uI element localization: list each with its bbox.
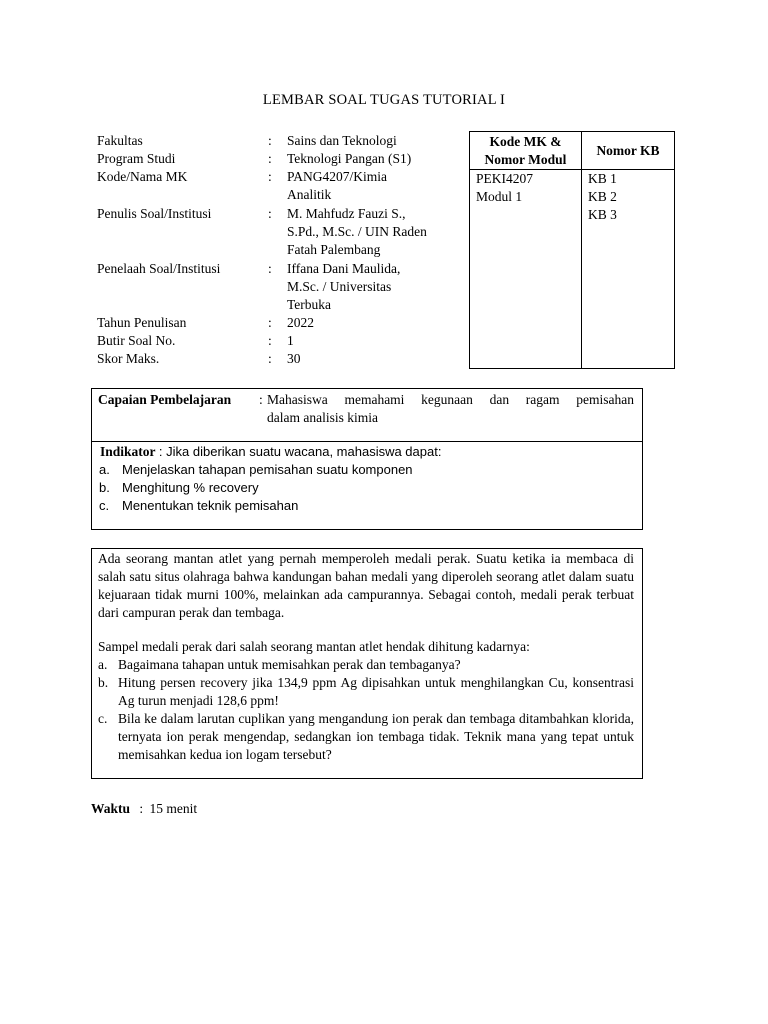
list-item-text: Bila ke dalam larutan cuplikan yang mengandung ion perak dan tembaga ditambahkan klorida, ternyata ion perak mengendap, sedangkan ion tembaga tidak. Teknik mana yang tepat untuk memisahkan kedua ion logam tersebut? bbox=[118, 711, 634, 762]
info-value-kode-mk bbox=[287, 168, 462, 204]
capaian-text bbox=[267, 391, 634, 427]
info-value-line: S.Pd., M.Sc. / UIN Raden bbox=[287, 224, 427, 239]
info-value-line: PANG4207/Kimia bbox=[287, 169, 388, 184]
learning-outcome-box bbox=[91, 388, 643, 530]
info-label-program-studi: Program Studi bbox=[97, 151, 176, 166]
time-colon: : bbox=[139, 801, 144, 816]
capaian-label-text: Capaian Pembelajaran bbox=[98, 392, 232, 407]
question-box bbox=[91, 548, 643, 779]
capaian-colon: : bbox=[259, 392, 263, 407]
list-item-text: Menghitung % recovery bbox=[122, 480, 259, 495]
table-header-line: Kode MK & bbox=[489, 133, 562, 149]
list-item-text: Bagaimana tahapan untuk memisahkan perak dan tembaganya? bbox=[118, 657, 461, 672]
info-label-skor: Skor Maks. bbox=[97, 351, 160, 366]
list-item bbox=[99, 479, 619, 497]
info-colon: : bbox=[268, 206, 272, 221]
table-cell-line: KB 2 bbox=[588, 189, 617, 204]
info-label-butir: Butir Soal No. bbox=[97, 333, 176, 348]
info-value-fakultas: Sains dan Teknologi bbox=[287, 133, 397, 148]
info-colon: : bbox=[268, 151, 272, 166]
capaian-label bbox=[98, 391, 231, 409]
info-value-line: M. Mahfudz Fauzi S., bbox=[287, 206, 406, 221]
list-item bbox=[98, 674, 634, 710]
info-colon: : bbox=[268, 315, 272, 330]
page-title: LEMBAR SOAL TUGAS TUTORIAL I bbox=[262, 92, 506, 108]
info-value-program-studi: Teknologi Pangan (S1) bbox=[287, 151, 412, 166]
capaian-text-line: Mahasiswa memahami kegunaan dan ragam pemisahan bbox=[267, 392, 634, 407]
list-marker: c. bbox=[98, 711, 108, 726]
divider bbox=[92, 441, 642, 442]
info-colon: : bbox=[268, 133, 272, 148]
list-marker: c. bbox=[99, 498, 110, 513]
table-header-nomor-kb: Nomor KB bbox=[582, 132, 675, 170]
table-cell-line: KB 3 bbox=[588, 207, 617, 222]
info-value-line: Fatah Palembang bbox=[287, 242, 381, 257]
list-item bbox=[99, 461, 619, 479]
info-label-tahun: Tahun Penulisan bbox=[97, 315, 187, 330]
table-cell-nomor-kb bbox=[582, 170, 675, 369]
table-cell-kode-mk bbox=[470, 170, 582, 369]
info-colon: : bbox=[268, 351, 272, 366]
question-list bbox=[98, 656, 634, 764]
info-colon: : bbox=[268, 261, 272, 276]
info-colon: : bbox=[268, 169, 272, 184]
kode-mk-table bbox=[469, 131, 675, 369]
info-value-line: M.Sc. / Universitas bbox=[287, 279, 392, 294]
info-value-butir: 1 bbox=[287, 333, 294, 348]
time-label: Waktu bbox=[91, 801, 131, 816]
info-value-line: Terbuka bbox=[287, 297, 332, 312]
list-item-text: Menentukan teknik pemisahan bbox=[122, 498, 299, 513]
table-header-kode-mk bbox=[470, 132, 582, 170]
table-cell-line: Modul 1 bbox=[476, 189, 523, 204]
info-colon: : bbox=[268, 333, 272, 348]
list-item bbox=[98, 710, 634, 764]
indikator-label: Indikator bbox=[100, 444, 156, 459]
info-label-penelaah: Penelaah Soal/Institusi bbox=[97, 261, 221, 276]
question-paragraph: Ada seorang mantan atlet yang pernah memperoleh medali perak. Suatu ketika ia membaca di salah satu situs olahraga bahwa kandungan bahan medali yang diperoleh seorang atlet dalam suatu kejuaraan tidak murni 100%, melainkan ada campurannya. Sebagai contoh, medali perak terbuat dari campuran perak dan tembaga. bbox=[98, 551, 634, 620]
info-value-line: Analitik bbox=[287, 187, 332, 202]
time-allotment bbox=[91, 800, 197, 818]
indikator-intro: : Jika diberikan suatu wacana, mahasiswa dapat: bbox=[158, 444, 442, 459]
table-cell-line: PEKI4207 bbox=[476, 171, 533, 186]
info-value-skor: 30 bbox=[287, 351, 301, 366]
list-marker: b. bbox=[99, 480, 110, 495]
time-value: 15 menit bbox=[149, 801, 198, 816]
indikator-list bbox=[99, 461, 619, 515]
question-intro: Sampel medali perak dari salah seorang mantan atlet hendak dihitung kadarnya: bbox=[98, 639, 530, 654]
info-label-penulis: Penulis Soal/Institusi bbox=[97, 206, 212, 221]
info-value-penelaah bbox=[287, 260, 462, 314]
list-item bbox=[99, 497, 619, 515]
list-marker: b. bbox=[98, 675, 109, 690]
info-label-fakultas: Fakultas bbox=[97, 133, 143, 148]
table-cell-line: KB 1 bbox=[588, 171, 617, 186]
indikator-heading bbox=[100, 443, 441, 461]
info-value-tahun: 2022 bbox=[287, 315, 314, 330]
info-value-penulis bbox=[287, 205, 462, 259]
info-value-line: Iffana Dani Maulida, bbox=[287, 261, 401, 276]
info-label-kode-mk: Kode/Nama MK bbox=[97, 169, 188, 184]
list-item-text: Menjelaskan tahapan pemisahan suatu komponen bbox=[122, 462, 413, 477]
table-header-line: Nomor Modul bbox=[484, 151, 567, 167]
list-item-text: Hitung persen recovery jika 134,9 ppm Ag dipisahkan untuk menghilangkan Cu, konsentrasi Ag turun menjadi 128,6 ppm! bbox=[118, 675, 634, 708]
list-marker: a. bbox=[98, 657, 108, 672]
list-item bbox=[98, 656, 634, 674]
capaian-text-line: dalam analisis kimia bbox=[267, 410, 378, 425]
list-marker: a. bbox=[99, 462, 110, 477]
